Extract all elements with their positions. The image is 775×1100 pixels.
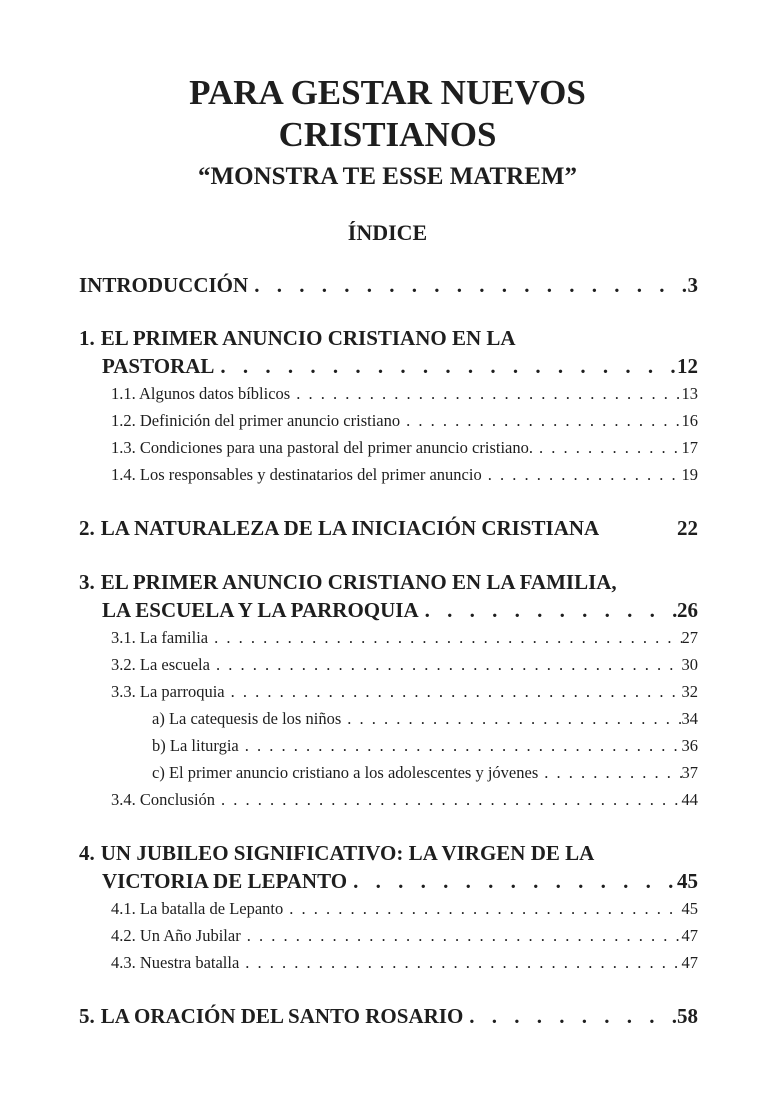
toc-page-number: 19 — [681, 465, 698, 484]
toc-section-1-1[interactable] — [79, 380, 698, 407]
toc-entry-label: 3.2. La escuela — [111, 655, 210, 674]
toc-page-number: 17 — [681, 438, 698, 457]
toc-entry-label: 4.2. Un Año Jubilar — [111, 926, 241, 945]
toc-entry-label: 3.1. La familia — [111, 628, 209, 647]
toc-page-number: 27 — [681, 628, 698, 647]
chapter-number: 1. — [79, 326, 95, 350]
toc-entry-label: PASTORAL — [102, 354, 215, 378]
toc-subsection-3-3-b[interactable] — [79, 732, 698, 759]
toc-entry-label: LA ESCUELA Y LA PARROQUIA — [102, 598, 419, 622]
dot-leader — [239, 949, 681, 976]
dot-leader — [210, 651, 682, 678]
toc-section-1-3[interactable] — [79, 434, 698, 461]
toc-page-number: 26 — [677, 598, 698, 622]
toc-entry-label: 1.2. Definición del primer anuncio cristiano — [111, 411, 401, 430]
dot-leader — [347, 867, 677, 895]
toc-section-4-3[interactable] — [79, 949, 698, 976]
dot-leader — [241, 922, 682, 949]
toc-entry-intro[interactable] — [79, 271, 698, 299]
title-line-1: PARA GESTAR NUEVOS — [189, 73, 586, 112]
toc-entry-label: 1.1. Algunos datos bíblicos — [111, 384, 291, 403]
dot-leader — [419, 596, 677, 624]
toc-page-number: 13 — [681, 384, 698, 403]
toc-page-number: 47 — [681, 953, 698, 972]
toc-chapter-1-line-1[interactable] — [79, 324, 698, 352]
title-line-2: CRISTIANOS — [278, 115, 497, 154]
toc-page-number: 34 — [681, 709, 698, 728]
toc-page-number: 30 — [681, 655, 698, 674]
toc-entry-label: EL PRIMER ANUNCIO CRISTIANO EN LA FAMILIA, — [100, 570, 617, 594]
toc-entry-label: 4.3. Nuestra batalla — [111, 953, 240, 972]
toc-page-number: 36 — [681, 736, 698, 755]
toc-entry-label: 1.3. Condiciones para una pastoral del primer anuncio cristiano. — [111, 438, 533, 457]
toc-section-4-2[interactable] — [79, 922, 698, 949]
chapter-number: 5. — [79, 1004, 95, 1028]
toc-subsection-3-3-a[interactable] — [79, 705, 698, 732]
toc-entry-label: LA ORACIÓN DEL SANTO ROSARIO — [100, 1004, 464, 1028]
book-subtitle: “MONSTRA TE ESSE MATREM” — [197, 163, 577, 190]
dot-leader — [283, 895, 681, 922]
toc-section-1-4[interactable] — [79, 461, 698, 488]
toc-entry-label: UN JUBILEO SIGNIFICATIVO: LA VIRGEN DE LA — [100, 841, 595, 865]
dot-leader — [215, 786, 681, 813]
toc-page-number: 37 — [681, 763, 698, 782]
dot-leader — [400, 407, 681, 434]
toc-entry-label: c) El primer anuncio cristiano a los adolescentes y jóvenes — [152, 763, 539, 782]
toc-chapter-3-line-2[interactable] — [79, 596, 698, 624]
chapter-number: 2. — [79, 516, 95, 540]
chapter-number: 4. — [79, 841, 95, 865]
dot-leader — [290, 380, 681, 407]
dot-leader — [533, 434, 682, 461]
toc-page-number: 32 — [681, 682, 698, 701]
dot-leader — [538, 759, 681, 786]
toc-entry-label: 3.3. La parroquia — [111, 682, 225, 701]
toc-entry-label: b) La liturgia — [152, 736, 239, 755]
toc-chapter-3-line-1[interactable] — [79, 568, 698, 596]
dot-leader — [463, 1002, 677, 1030]
toc-page-number: 47 — [681, 926, 698, 945]
dot-leader — [482, 461, 682, 488]
toc-chapter-5[interactable] — [79, 1002, 698, 1030]
toc-section-4-1[interactable] — [79, 895, 698, 922]
toc-chapter-2[interactable] — [79, 514, 698, 542]
toc-entry-label: LA NATURALEZA DE LA INICIACIÓN CRISTIANA — [100, 516, 600, 540]
toc-page-number: 44 — [681, 790, 698, 809]
toc-page-number: 12 — [677, 354, 698, 378]
toc-page-number: 45 — [681, 899, 698, 918]
toc-entry-label: VICTORIA DE LEPANTO — [102, 869, 348, 893]
dot-leader — [214, 352, 677, 380]
toc-entry-label: 3.4. Conclusión — [111, 790, 216, 809]
toc-section-3-2[interactable] — [79, 651, 698, 678]
dot-leader — [225, 678, 682, 705]
dot-leader — [341, 705, 681, 732]
toc-chapter-4-line-1[interactable] — [79, 839, 698, 867]
dot-leader — [208, 624, 681, 651]
toc-page-number: 45 — [677, 869, 698, 893]
chapter-number: 3. — [79, 570, 95, 594]
toc-section-3-1[interactable] — [79, 624, 698, 651]
index-heading: ÍNDICE — [347, 220, 428, 245]
toc-chapter-1-line-2[interactable] — [79, 352, 698, 380]
toc-section-3-3[interactable] — [79, 678, 698, 705]
toc-entry-label: INTRODUCCIÓN — [79, 273, 249, 297]
book-title — [0, 0, 775, 156]
toc-subsection-3-3-c[interactable] — [79, 759, 698, 786]
toc-entry-label: a) La catequesis de los niños — [152, 709, 342, 728]
table-of-contents — [79, 271, 698, 1030]
toc-page-number: 22 — [677, 516, 698, 540]
dot-leader — [239, 732, 682, 759]
toc-page-number: 16 — [681, 411, 698, 430]
dot-leader — [248, 271, 687, 299]
toc-chapter-4-line-2[interactable] — [79, 867, 698, 895]
toc-section-3-4[interactable] — [79, 786, 698, 813]
toc-entry-label: 4.1. La batalla de Lepanto — [111, 899, 284, 918]
toc-section-1-2[interactable] — [79, 407, 698, 434]
toc-entry-label: 1.4. Los responsables y destinatarios del primer anuncio — [111, 465, 482, 484]
toc-entry-label: EL PRIMER ANUNCIO CRISTIANO EN LA — [100, 326, 516, 350]
toc-page-number: 58 — [677, 1004, 698, 1028]
toc-page-number: 3 — [687, 273, 698, 297]
